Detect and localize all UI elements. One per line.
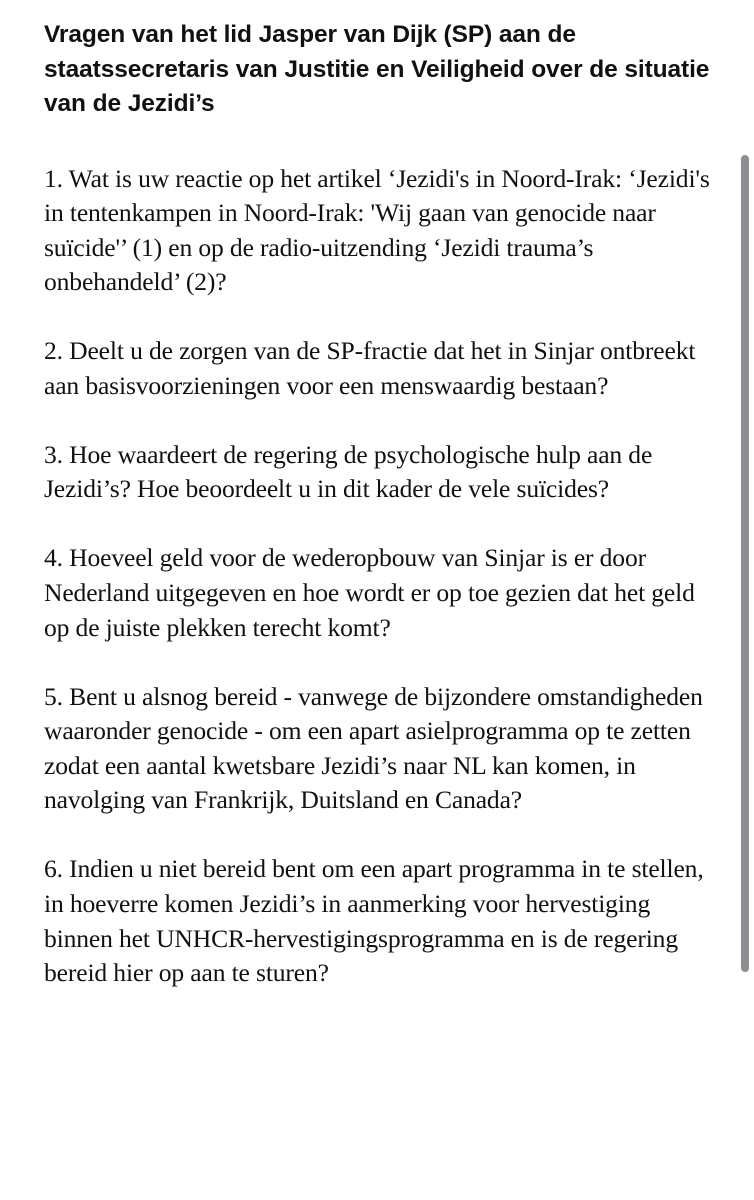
document-title: Vragen van het lid Jasper van Dijk (SP) aan de staatssecretaris van Justitie en Veiligheid over de situatie van de Jezidi’s bbox=[44, 21, 710, 117]
question-1: 1. Wat is uw reactie op het artikel ‘Jezidi's in Noord-Irak: ‘Jezidi's in tentenkampen in Noord-Irak: 'Wij gaan van genocide naar suïcide'’ (1) en op de radio-uitzending ‘Jezidi trauma’s onbehandeld’ (2)? bbox=[44, 163, 710, 297]
question-2: 2. Deelt u de zorgen van de SP-fractie dat het in Sinjar ontbreekt aan basisvoorzieningen voor een menswaardig bestaan? bbox=[44, 336, 696, 400]
document-content bbox=[44, 18, 720, 1025]
question-6: 6. Indien u niet bereid bent om een apart programma in te stellen, in hoeverre komen Jezidi’s in aanmerking voor hervestiging binnen het UNHCR-hervestigingsprogramma en is de regering bereid hier op aan te sturen? bbox=[44, 854, 704, 988]
question-3: 3. Hoe waardeert de regering de psychologische hulp aan de Jezidi’s? Hoe beoordeelt u in dit kader de vele suïcides? bbox=[44, 439, 653, 504]
question-4: 4. Hoeveel geld voor de wederopbouw van Sinjar is er door Nederland uitgegeven en hoe wordt er op toe gezien dat het geld op de juiste plekken terecht komt? bbox=[44, 543, 695, 642]
vertical-scrollbar[interactable] bbox=[741, 155, 749, 972]
question-5: 5. Bent u alsnog bereid - vanwege de bijzondere omstandigheden waaronder genocide - om een apart asielprogramma op te zetten zodat een aantal kwetsbare Jezidi’s naar NL kan komen, in navolging van Frankrijk, Duitsland en Canada? bbox=[44, 681, 703, 815]
